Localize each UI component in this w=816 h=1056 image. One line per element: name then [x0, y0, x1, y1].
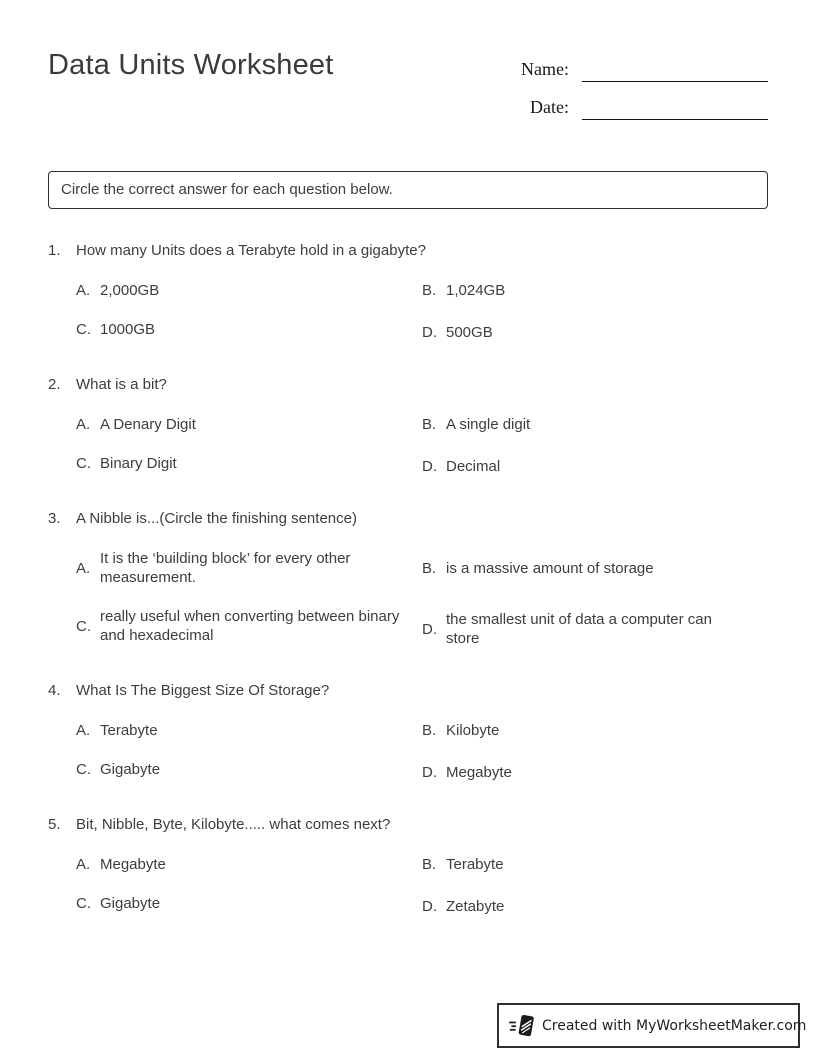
name-label: Name: — [521, 59, 569, 79]
option-text: Kilobyte — [446, 722, 500, 739]
footer-credit-box — [497, 1003, 807, 1048]
question-row — [48, 815, 768, 835]
option-a[interactable] — [76, 855, 422, 874]
option-c[interactable] — [76, 454, 422, 473]
option-text: really useful when converting between binary and hexadecimal — [100, 608, 400, 644]
option-letter: A. — [76, 559, 91, 577]
option-letter: B. — [422, 559, 437, 577]
option-text: Terabyte — [100, 722, 158, 739]
option-text: Binary Digit — [100, 455, 177, 472]
footer-credit-text: Created with MyWorksheetMaker.com — [542, 1017, 807, 1034]
option-letter: D. — [422, 324, 437, 341]
option-a[interactable] — [76, 415, 422, 434]
option-letter: B. — [422, 722, 437, 739]
question-row — [48, 241, 768, 261]
question — [48, 241, 768, 339]
option-d[interactable] — [422, 610, 768, 648]
options-grid — [76, 415, 768, 473]
option-b[interactable] — [422, 721, 768, 740]
option-d[interactable] — [422, 897, 768, 916]
option-letter: A. — [76, 416, 91, 433]
question-list — [0, 241, 816, 913]
options-grid — [76, 549, 768, 645]
question-row — [48, 375, 768, 395]
question-row — [48, 681, 768, 701]
date-field-row — [507, 88, 768, 120]
option-text: 500GB — [446, 324, 493, 341]
option-text: Decimal — [446, 458, 501, 475]
option-c[interactable] — [76, 894, 422, 913]
question-text: Bit, Nibble, Byte, Kilobyte..... what comes next? — [76, 816, 391, 833]
name-input-line[interactable] — [582, 81, 768, 82]
option-letter: C. — [76, 321, 91, 338]
option-text: Zetabyte — [446, 898, 505, 915]
option-text: 1,024GB — [446, 282, 506, 299]
options-grid — [76, 721, 768, 779]
options-grid — [76, 855, 768, 913]
question — [48, 815, 768, 913]
option-b[interactable] — [422, 855, 768, 874]
option-text: Megabyte — [446, 764, 512, 781]
option-letter: B. — [422, 416, 437, 433]
question-number: 2. — [48, 376, 61, 393]
option-letter: B. — [422, 856, 437, 873]
option-text: It is the ‘building block’ for every other measurement. — [100, 550, 351, 586]
option-text: is a massive amount of storage — [446, 559, 654, 577]
option-b[interactable] — [422, 415, 768, 434]
option-letter: D. — [422, 764, 437, 781]
option-letter: B. — [422, 282, 437, 299]
question-text: How many Units does a Terabyte hold in a gigabyte? — [76, 242, 426, 259]
option-letter: A. — [76, 856, 91, 873]
option-a[interactable] — [76, 549, 422, 587]
option-c[interactable] — [76, 320, 422, 339]
worksheet-maker-logo-icon — [509, 1012, 535, 1039]
instruction-text: Circle the correct answer for each question below. — [61, 181, 393, 198]
option-letter: C. — [76, 895, 91, 912]
option-text: Terabyte — [446, 856, 504, 873]
option-d[interactable] — [422, 457, 768, 476]
option-letter: D. — [422, 898, 437, 915]
option-text: Gigabyte — [100, 761, 161, 778]
date-input-line[interactable] — [582, 119, 768, 120]
option-a[interactable] — [76, 281, 422, 300]
option-a[interactable] — [76, 721, 422, 740]
option-b[interactable] — [422, 549, 768, 587]
option-text: the smallest unit of data a computer can store — [446, 611, 712, 647]
name-date-fields — [507, 48, 768, 126]
page-title: Data Units Worksheet — [48, 49, 334, 81]
name-field-row — [507, 50, 768, 82]
option-letter: A. — [76, 722, 91, 739]
option-text: 1000GB — [100, 321, 156, 338]
question-row — [48, 509, 768, 529]
option-d[interactable] — [422, 323, 768, 342]
option-c[interactable] — [76, 760, 422, 779]
date-label: Date: — [530, 97, 569, 117]
option-text: Gigabyte — [100, 895, 161, 912]
option-b[interactable] — [422, 281, 768, 300]
option-text: 2,000GB — [100, 282, 160, 299]
option-text: A Denary Digit — [100, 416, 196, 433]
option-d[interactable] — [422, 763, 768, 782]
question-number: 3. — [48, 510, 61, 527]
question-text: What Is The Biggest Size Of Storage? — [76, 682, 330, 699]
options-grid — [76, 281, 768, 339]
question-text: A Nibble is...(Circle the finishing sentence) — [76, 510, 357, 527]
option-text: Megabyte — [100, 856, 166, 873]
question-number: 5. — [48, 816, 61, 833]
instruction-box — [48, 171, 768, 209]
option-letter: C. — [76, 455, 91, 472]
question — [48, 509, 768, 645]
option-letter: D. — [422, 458, 437, 475]
option-c[interactable] — [76, 607, 422, 645]
option-letter: C. — [76, 617, 91, 635]
question-number: 4. — [48, 682, 61, 699]
question-text: What is a bit? — [76, 376, 167, 393]
header — [0, 0, 816, 126]
question — [48, 681, 768, 779]
option-letter: A. — [76, 282, 91, 299]
question — [48, 375, 768, 473]
question-number: 1. — [48, 242, 61, 259]
option-letter: D. — [422, 620, 437, 638]
option-letter: C. — [76, 761, 91, 778]
option-text: A single digit — [446, 416, 531, 433]
